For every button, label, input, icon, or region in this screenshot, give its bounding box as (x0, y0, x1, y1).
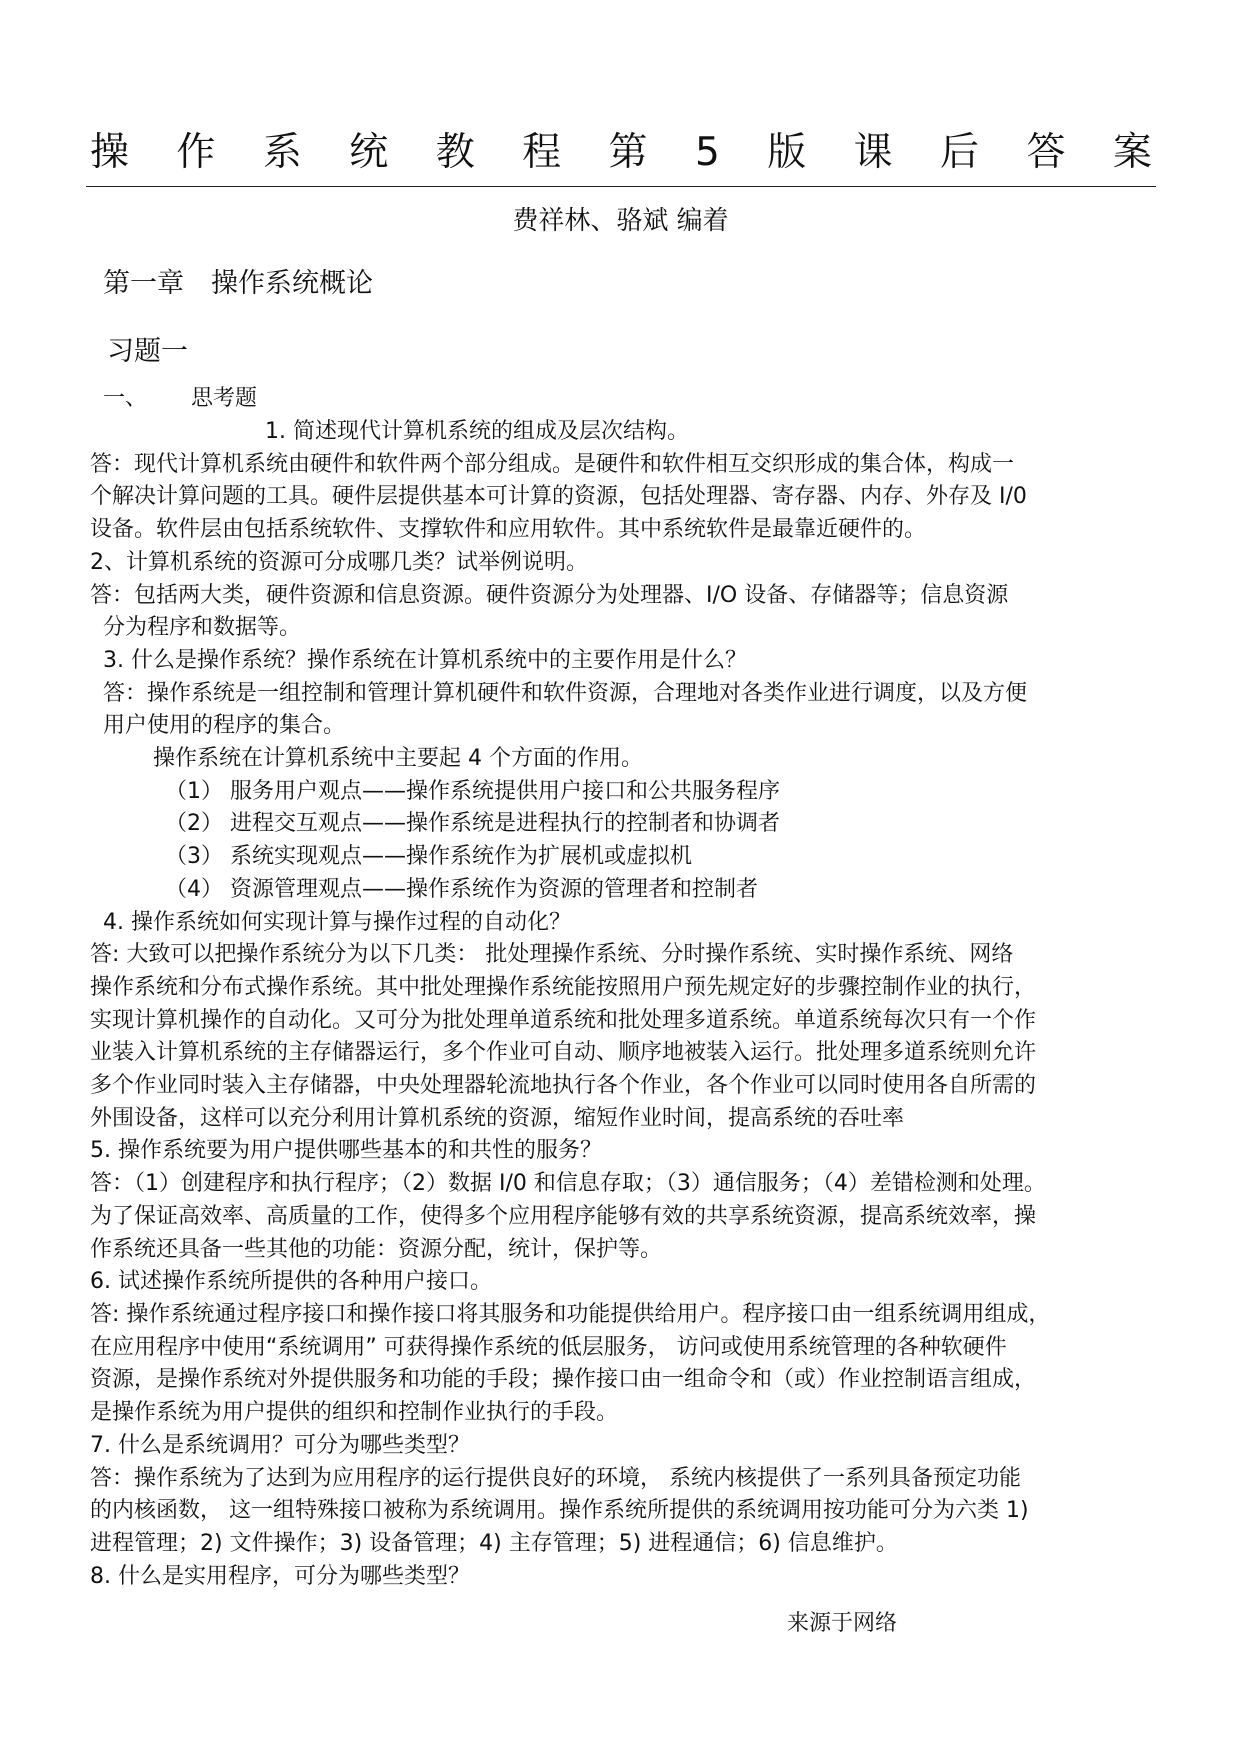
title-char: 版 (767, 130, 807, 175)
title-char: 课 (853, 130, 893, 175)
text-line: 操作系统和分布式操作系统。其中批处理操作系统能按照用户预先规定好的步骤控制作业的执行， (90, 974, 1037, 1000)
footer-note: 来源于网络 (787, 1611, 898, 1636)
text-line: 进程管理；2) 文件操作；3) 设备管理；4) 主存管理；5) 进程通信；6) 信息维护。 (90, 1530, 898, 1556)
title-char: 答 (1026, 130, 1066, 175)
title-char: 程 (522, 130, 562, 175)
text-line: 6. 试述操作系统所提供的各种用户接口。 (90, 1269, 492, 1295)
section-label: 一、 (103, 386, 148, 411)
text-line: 操作系统在计算机系统中主要起 4 个方面的作用。 (153, 746, 643, 772)
text-line: 为了保证高效率、高质量的工作，使得多个应用程序能够有效的共享系统资源，提高系统效率，操 (90, 1203, 1037, 1229)
text-line: 外围设备，这样可以充分利用计算机系统的资源，缩短作业时间，提高系统的吞吐率 (90, 1105, 905, 1131)
exercise-heading: 习题一 (107, 336, 188, 367)
text-line: 业装入计算机系统的主存储器运行，多个作业可自动、顺序地被装入运行。批处理多道系统则允许 (90, 1040, 1037, 1066)
text-line: （4） 资源管理观点——操作系统作为资源的管理者和控制者 (165, 876, 758, 902)
text-line: 答：包括两大类，硬件资源和信息资源。硬件资源分为处理器、I/O 设备、存储器等；信息资源 (90, 582, 1009, 608)
text-line: 在应用程序中使用“系统调用” 可获得操作系统的低层服务， 访问或使用系统管理的各种软硬件 (90, 1334, 1007, 1360)
text-line: 多个作业同时装入主存储器，中央处理器轮流地执行各个作业，各个作业可以同时使用各自所需的 (90, 1073, 1037, 1099)
text-line: 的内核函数， 这一组特殊接口被称为系统调用。操作系统所提供的系统调用按功能可分为六类 1) (90, 1498, 1029, 1524)
chapter-heading: 第一章 操作系统概论 (103, 268, 373, 299)
text-line: 是操作系统为用户提供的组织和控制作业执行的手段。 (90, 1400, 619, 1426)
title-char: 教 (435, 130, 475, 175)
text-line: （2） 进程交互观点——操作系统是进程执行的控制者和协调者 (165, 811, 780, 837)
title-char: 操 (90, 130, 130, 175)
section-title: 思考题 (191, 386, 258, 411)
text-line: 个解决计算问题的工具。硬件层提供基本可计算的资源，包括处理器、寄存器、内存、外存及 I/0 (90, 484, 1027, 510)
section-heading (103, 382, 257, 416)
title-char: 后 (940, 130, 980, 175)
title-char: 案 (1112, 130, 1152, 175)
title-char: 第 (608, 130, 648, 175)
text-line: 答：现代计算机系统由硬件和软件两个部分组成。是硬件和软件相互交织形成的集合体，构成一 (90, 451, 1015, 477)
text-line: 答：（1）创建程序和执行程序；（2）数据 I/0 和信息存取；（3）通信服务；（4）差错检测和处理。 (90, 1171, 1046, 1197)
text-line: 实现计算机操作的自动化。又可分为批处理单道系统和批处理多道系统。单道系统每次只有一个作 (90, 1007, 1037, 1033)
text-line: 设备。软件层由包括系统软件、支撑软件和应用软件。其中系统软件是最靠近硬件的。 (90, 517, 927, 543)
text-line: （3） 系统实现观点——操作系统作为扩展机或虚拟机 (165, 844, 692, 870)
title-char: 5 (694, 130, 720, 175)
authors: 费祥林、骆斌 编着 (512, 206, 729, 236)
text-line: 7. 什么是系统调用？可分为哪些类型？ (90, 1432, 470, 1458)
text-line: 答: 大致可以把操作系统分为以下几类： 批处理操作系统、分时操作系统、实时操作系统、网络 (90, 942, 1014, 968)
text-line: 答：操作系统为了达到为应用程序的运行提供良好的环境， 系统内核提供了一系列具备预定功能 (90, 1465, 1021, 1491)
text-line: 作系统还具备一些其他的功能：资源分配，统计，保护等。 (90, 1236, 663, 1262)
text-line: 4. 操作系统如何实现计算与操作过程的自动化？ (103, 909, 571, 935)
document-title (90, 128, 1152, 178)
text-line: 2、计算机系统的资源可分成哪几类？试举例说明。 (90, 549, 588, 575)
text-line: 5. 操作系统要为用户提供哪些基本的和共性的服务？ (90, 1138, 602, 1164)
text-line: 资源，是操作系统对外提供服务和功能的手段；操作接口由一组命令和（或）作业控制语言组成， (90, 1367, 1037, 1393)
text-line: 1. 简述现代计算机系统的组成及层次结构。 (265, 419, 689, 444)
body-text (0, 416, 1241, 1593)
title-divider (86, 186, 1156, 187)
title-char: 统 (349, 130, 389, 175)
text-line: 答: 操作系统通过程序接口和操作接口将其服务和功能提供给用户。程序接口由一组系统调用组成， (90, 1301, 1051, 1327)
text-line: 3. 什么是操作系统？操作系统在计算机系统中的主要作用是什么？ (103, 647, 747, 673)
text-line: 用户使用的程序的集合。 (103, 713, 346, 739)
text-line: 答：操作系统是一组控制和管理计算机硬件和软件资源，合理地对各类作业进行调度，以及方便 (103, 680, 1028, 706)
text-line: 分为程序和数据等。 (103, 615, 302, 641)
title-char: 作 (176, 130, 216, 175)
title-char: 系 (262, 130, 302, 175)
text-line: 8. 什么是实用程序，可分为哪些类型？ (90, 1563, 470, 1589)
text-line: （1） 服务用户观点——操作系统提供用户接口和公共服务程序 (165, 778, 780, 804)
